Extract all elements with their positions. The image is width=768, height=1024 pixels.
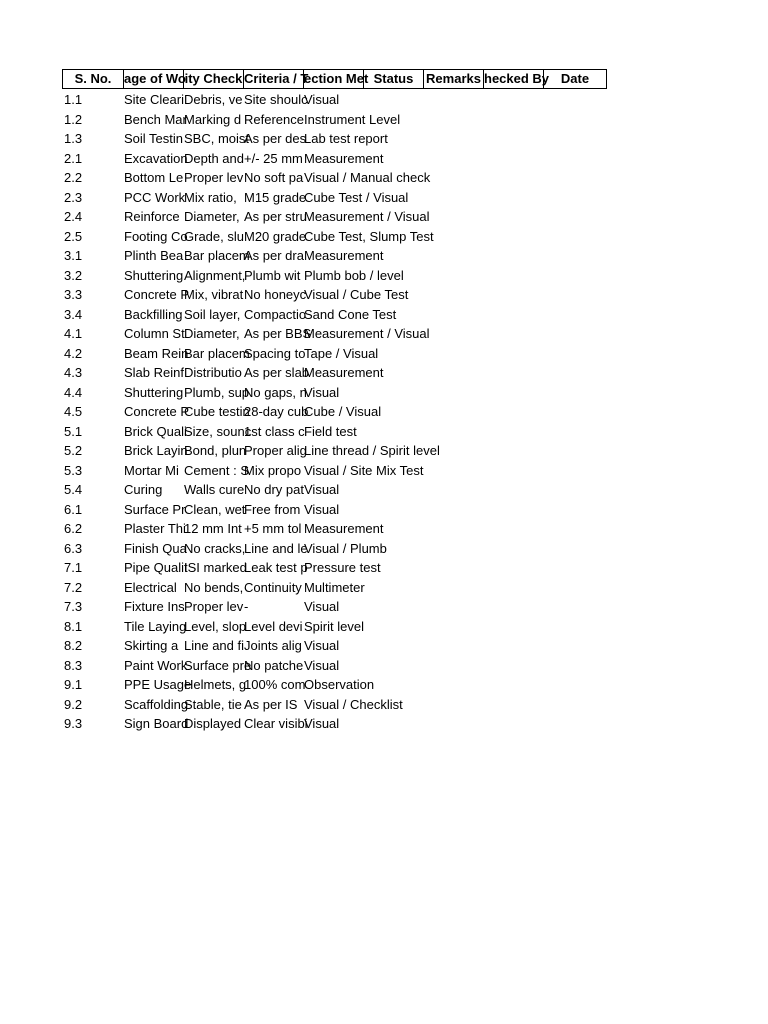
table-row (62, 402, 607, 422)
cell-quality-check[interactable]: Line and fi (184, 638, 244, 653)
cell-inspection-method[interactable]: Sand Cone Test (304, 306, 397, 322)
cell-criteria[interactable]: 1st class c (244, 423, 305, 439)
cell-stage-of-work[interactable]: Reinforce (124, 209, 180, 224)
cell-criteria[interactable]: Spacing to (244, 345, 306, 361)
header-sno[interactable]: S. No. (63, 70, 124, 88)
cell-sno[interactable]: 2.2 (64, 170, 83, 185)
cell-sno[interactable]: 6.3 (64, 540, 83, 556)
cell-criteria[interactable]: Proper alig (244, 443, 307, 458)
cell-inspection-method[interactable]: Pressure test (304, 560, 381, 575)
cell-sno[interactable]: 1.2 (64, 111, 83, 127)
cell-inspection-method[interactable]: Tape / Visual (304, 345, 379, 361)
cell-sno[interactable]: 2.5 (64, 228, 83, 244)
cell-quality-check[interactable]: SBC, moist (184, 131, 250, 146)
cell-sno[interactable]: 4.1 (64, 326, 83, 341)
cell-quality-check[interactable]: Mix ratio, (184, 189, 237, 205)
table-row (62, 558, 607, 578)
cell-quality-check[interactable]: Proper lev (184, 599, 244, 614)
header-row (62, 69, 607, 89)
cell-inspection-method[interactable]: Field test (304, 423, 357, 439)
cell-inspection-method[interactable]: Observation (304, 677, 375, 692)
cell-stage-of-work[interactable]: Electrical (124, 579, 177, 595)
cell-inspection-method[interactable]: Measurement / Visual (304, 209, 430, 224)
table-row (62, 656, 607, 676)
cell-inspection-method[interactable]: Measurement / Visual (304, 326, 430, 341)
cell-criteria[interactable]: M15 grade (244, 189, 307, 205)
cell-criteria[interactable]: Free from (244, 501, 301, 517)
table-row (62, 168, 607, 188)
cell-criteria[interactable]: As per slab (244, 365, 310, 380)
cell-inspection-method[interactable]: Visual (304, 501, 340, 517)
cell-quality-check[interactable]: Grade, slu (184, 228, 244, 244)
cell-quality-check[interactable]: Bar placem (184, 248, 250, 263)
table-row (62, 246, 607, 266)
cell-inspection-method[interactable]: Measurement (304, 248, 384, 263)
cell-sno[interactable]: 3.3 (64, 287, 83, 302)
header-stage-of-work[interactable]: age of Wo (124, 71, 186, 86)
cell-quality-check[interactable]: No cracks, (184, 540, 246, 556)
cell-stage-of-work[interactable]: Column St (124, 326, 185, 341)
cell-quality-check[interactable]: Diameter, (184, 209, 240, 224)
cell-sno[interactable]: 6.2 (64, 521, 83, 536)
table-row (62, 578, 607, 598)
cell-stage-of-work[interactable]: Concrete P (124, 404, 190, 419)
table-row (62, 188, 607, 208)
cell-quality-check[interactable]: Mix, vibrat (184, 287, 244, 302)
cell-sno[interactable]: 7.1 (64, 560, 83, 575)
cell-criteria[interactable]: No soft pa (244, 170, 304, 185)
cell-stage-of-work[interactable]: Tile Laying (124, 618, 187, 634)
cell-inspection-method[interactable]: Visual / Manual check (304, 170, 431, 185)
cell-stage-of-work[interactable]: Soil Testin (124, 131, 184, 146)
cell-inspection-method[interactable]: Visual (304, 92, 340, 107)
cell-stage-of-work[interactable]: Scaffolding (124, 696, 189, 712)
cell-sno[interactable]: 1.1 (64, 92, 83, 107)
table-row (62, 500, 607, 520)
cell-inspection-method[interactable]: Measurement (304, 365, 384, 380)
table-body (62, 90, 607, 734)
cell-criteria[interactable]: As per BBS (244, 326, 312, 341)
cell-inspection-method[interactable]: Visual (304, 716, 340, 731)
cell-inspection-method[interactable]: Multimeter (304, 579, 365, 595)
cell-inspection-method[interactable]: Cube Test / Visual (304, 189, 409, 205)
header-status[interactable]: Status (364, 70, 424, 88)
table-row (62, 383, 607, 403)
spreadsheet (62, 69, 607, 734)
cell-quality-check[interactable]: Cement : S (184, 462, 250, 478)
cell-quality-check[interactable]: ISI marked (184, 560, 247, 575)
cell-sno[interactable]: 2.1 (64, 150, 83, 166)
cell-stage-of-work[interactable]: Curing (124, 482, 163, 497)
cell-inspection-method[interactable]: Measurement (304, 521, 384, 536)
cell-quality-check[interactable]: Surface pre (184, 657, 252, 673)
table-row (62, 324, 607, 344)
cell-criteria[interactable]: M20 grade (244, 228, 307, 244)
cell-quality-check[interactable]: Clean, wet (184, 501, 246, 517)
cell-sno[interactable]: 5.1 (64, 423, 83, 439)
cell-criteria[interactable]: +5 mm tol (244, 521, 302, 536)
cell-stage-of-work[interactable]: Finish Qua (124, 540, 187, 556)
cell-sno[interactable]: 3.1 (64, 248, 83, 263)
cell-stage-of-work[interactable]: Skirting a (124, 638, 179, 653)
header-quality-check[interactable]: ity Check (184, 71, 243, 86)
cell-criteria[interactable]: Compactio (244, 306, 307, 322)
cell-stage-of-work[interactable]: Fixture Ins (124, 599, 185, 614)
table-row (62, 519, 607, 539)
table-row (62, 344, 607, 364)
cell-sno[interactable]: 5.3 (64, 462, 83, 478)
cell-stage-of-work[interactable]: Concrete P (124, 287, 190, 302)
cell-criteria[interactable]: As per stru (244, 209, 307, 224)
cell-quality-check[interactable]: Displayed (184, 716, 242, 731)
cell-inspection-method[interactable]: Visual (304, 657, 340, 673)
cell-quality-check[interactable]: Marking d (184, 111, 242, 127)
cell-criteria[interactable]: As per des (244, 131, 307, 146)
table-row (62, 675, 607, 695)
cell-stage-of-work[interactable]: Bench Mar (124, 111, 187, 127)
cell-sno[interactable]: 5.4 (64, 482, 83, 497)
cell-criteria[interactable]: No patche (244, 657, 304, 673)
table-row (62, 90, 607, 110)
cell-stage-of-work[interactable]: Site Cleari (124, 92, 184, 107)
table-row (62, 441, 607, 461)
cell-inspection-method[interactable]: Visual / Site Mix Test (304, 462, 424, 478)
table-row (62, 597, 607, 617)
cell-inspection-method[interactable]: Lab test report (304, 131, 388, 146)
cell-criteria[interactable]: Line and le (244, 540, 308, 556)
cell-stage-of-work[interactable]: Surface Pr (124, 501, 186, 517)
cell-inspection-method[interactable]: Visual (304, 482, 340, 497)
table-row (62, 285, 607, 305)
cell-stage-of-work[interactable]: Footing Co (124, 228, 188, 244)
cell-inspection-method[interactable]: Visual / Cube Test (304, 287, 409, 302)
table-row (62, 266, 607, 286)
cell-quality-check[interactable]: Alignment, (184, 267, 246, 283)
table-row (62, 480, 607, 500)
cell-inspection-method[interactable]: Line thread / Spirit level (304, 443, 440, 458)
cell-criteria[interactable]: +/- 25 mm (244, 150, 303, 166)
table-row (62, 305, 607, 325)
cell-stage-of-work[interactable]: Brick Layin (124, 443, 188, 458)
cell-inspection-method[interactable]: Instrument Level (304, 111, 401, 127)
cell-quality-check[interactable]: Proper lev (184, 170, 244, 185)
cell-quality-check[interactable]: Soil layer, (184, 306, 241, 322)
cell-criteria[interactable]: Continuity (244, 579, 302, 595)
cell-inspection-method[interactable]: Visual / Plumb (304, 540, 387, 556)
cell-sno[interactable]: 8.2 (64, 638, 83, 653)
table-row (62, 695, 607, 715)
cell-stage-of-work[interactable]: Plaster Thi (124, 521, 186, 536)
cell-sno[interactable]: 4.2 (64, 345, 83, 361)
cell-quality-check[interactable]: 12 mm Int (184, 521, 242, 536)
cell-sno[interactable]: 9.1 (64, 677, 83, 692)
cell-quality-check[interactable]: Walls cure (184, 482, 245, 497)
cell-stage-of-work[interactable]: Paint Work (124, 657, 188, 673)
cell-sno[interactable]: 3.4 (64, 306, 83, 322)
cell-criteria[interactable]: - (244, 599, 249, 614)
cell-criteria[interactable]: No dry pat (244, 482, 304, 497)
cell-criteria[interactable]: Plumb wit (244, 267, 301, 283)
cell-sno[interactable]: 9.3 (64, 716, 83, 731)
cell-stage-of-work[interactable]: Beam Rein (124, 345, 189, 361)
cell-sno[interactable]: 4.5 (64, 404, 83, 419)
cell-inspection-method[interactable]: Visual / Checklist (304, 696, 403, 712)
cell-quality-check[interactable]: No bends, (184, 579, 244, 595)
table-row (62, 539, 607, 559)
cell-quality-check[interactable]: Stable, tie (184, 696, 242, 712)
cell-quality-check[interactable]: Cube testin (184, 404, 250, 419)
cell-stage-of-work[interactable]: Shuttering (124, 267, 184, 283)
cell-inspection-method[interactable]: Spirit level (304, 618, 364, 634)
cell-quality-check[interactable]: Distributio (184, 365, 242, 380)
cell-criteria[interactable]: No gaps, n (244, 384, 307, 400)
cell-criteria[interactable]: Reference (244, 111, 304, 127)
cell-quality-check[interactable]: Plumb, sup (184, 384, 250, 400)
cell-criteria[interactable]: Level devi (244, 618, 303, 634)
cell-quality-check[interactable]: Bond, plun (184, 443, 247, 458)
header-inspection-method[interactable]: ection Met (304, 71, 369, 86)
cell-quality-check[interactable]: Helmets, g (184, 677, 247, 692)
table-row (62, 461, 607, 481)
cell-inspection-method[interactable]: Measurement (304, 150, 384, 166)
cell-stage-of-work[interactable]: PPE Usage (124, 677, 192, 692)
header-criteria[interactable]: Criteria / T (244, 71, 309, 86)
cell-sno[interactable]: 8.3 (64, 657, 83, 673)
cell-stage-of-work[interactable]: Shuttering (124, 384, 184, 400)
cell-stage-of-work[interactable]: Excavation (124, 150, 188, 166)
cell-criteria[interactable]: 100% com (244, 677, 306, 692)
table-row (62, 149, 607, 169)
cell-sno[interactable]: 2.3 (64, 189, 83, 205)
cell-criteria[interactable]: As per dra (244, 248, 304, 263)
cell-quality-check[interactable]: Bar placem (184, 345, 250, 361)
cell-sno[interactable]: 2.4 (64, 209, 83, 224)
cell-inspection-method[interactable]: Cube Test, Slump Test (304, 228, 434, 244)
cell-inspection-method[interactable]: Visual (304, 384, 340, 400)
header-remarks[interactable]: Remarks (424, 70, 484, 88)
cell-criteria[interactable]: Mix propo (244, 462, 302, 478)
cell-stage-of-work[interactable]: PCC Work (124, 189, 186, 205)
cell-stage-of-work[interactable]: Mortar Mi (124, 462, 179, 478)
cell-criteria[interactable]: Site shoulc (244, 92, 308, 107)
cell-sno[interactable]: 4.3 (64, 365, 83, 380)
header-date[interactable]: Date (560, 71, 590, 86)
cell-sno[interactable]: 9.2 (64, 696, 83, 712)
cell-stage-of-work[interactable]: Sign Board (124, 716, 189, 731)
table-row (62, 617, 607, 637)
cell-sno[interactable]: 5.2 (64, 443, 83, 458)
table-row (62, 227, 607, 247)
cell-quality-check[interactable]: Level, slop (184, 618, 247, 634)
cell-quality-check[interactable]: Depth and (184, 150, 244, 166)
table-row (62, 129, 607, 149)
table-row (62, 110, 607, 130)
cell-stage-of-work[interactable]: Plinth Bea (124, 248, 184, 263)
cell-criteria[interactable]: Joints alig (244, 638, 302, 653)
cell-quality-check[interactable]: Debris, ve (184, 92, 243, 107)
cell-quality-check[interactable]: Diameter, (184, 326, 240, 341)
table-row (62, 363, 607, 383)
cell-sno[interactable]: 8.1 (64, 618, 83, 634)
cell-sno[interactable]: 4.4 (64, 384, 83, 400)
header-checked-by[interactable]: hecked By (484, 71, 550, 86)
cell-inspection-method[interactable]: Cube / Visual (304, 404, 382, 419)
table-row (62, 207, 607, 227)
cell-stage-of-work[interactable]: Pipe Qualit (124, 560, 188, 575)
cell-stage-of-work[interactable]: Slab Reinf (124, 365, 184, 380)
cell-stage-of-work[interactable]: Bottom Le (124, 170, 184, 185)
cell-inspection-method[interactable]: Visual (304, 638, 340, 653)
cell-stage-of-work[interactable]: Brick Quali (124, 423, 187, 439)
table-row (62, 636, 607, 656)
cell-sno[interactable]: 6.1 (64, 501, 83, 517)
cell-quality-check[interactable]: Size, sounc (184, 423, 252, 439)
cell-criteria[interactable]: As per IS (244, 696, 298, 712)
cell-criteria[interactable]: Clear visibi (244, 716, 308, 731)
cell-sno[interactable]: 7.2 (64, 579, 83, 595)
cell-stage-of-work[interactable]: Backfilling (124, 306, 183, 322)
cell-inspection-method[interactable]: Visual (304, 599, 340, 614)
table-row (62, 714, 607, 734)
cell-sno[interactable]: 3.2 (64, 267, 83, 283)
cell-criteria[interactable]: 28-day cub (244, 404, 309, 419)
table-row (62, 422, 607, 442)
cell-sno[interactable]: 7.3 (64, 599, 83, 614)
cell-criteria[interactable]: Leak test p (244, 560, 308, 575)
cell-sno[interactable]: 1.3 (64, 131, 83, 146)
cell-criteria[interactable]: No honeyc (244, 287, 307, 302)
cell-inspection-method[interactable]: Plumb bob / level (304, 267, 404, 283)
